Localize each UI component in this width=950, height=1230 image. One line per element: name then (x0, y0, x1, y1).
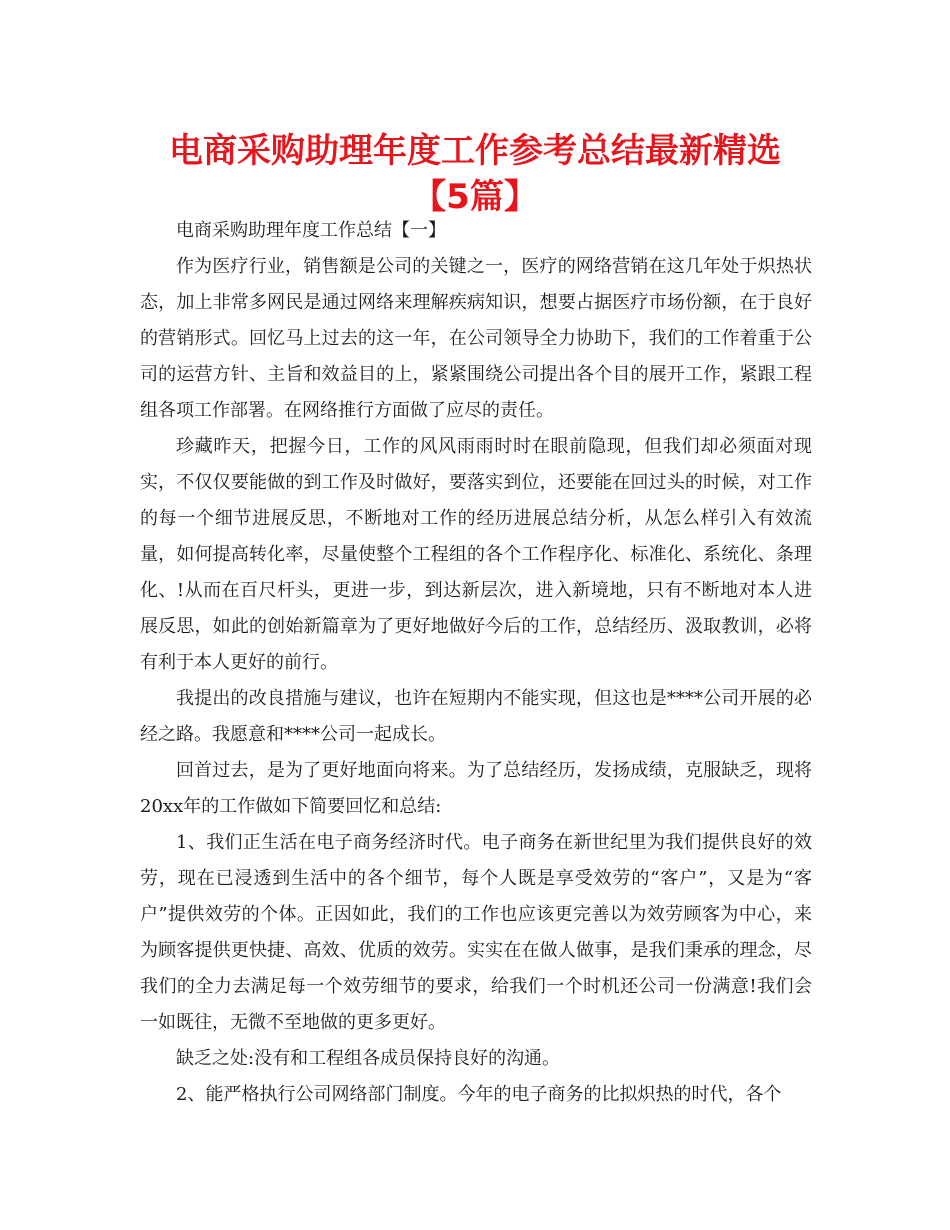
document-body (140, 213, 812, 1113)
paragraph: 珍藏昨天，把握今日，工作的风风雨雨时时在眼前隐现，但我们却必须面对现实，不仅仅要能做的到工作及时做好，要落实到位，还要能在回过头的时候，对工作的每一个细节进展反思，不断地对工作的经历进展总结分析，从怎么样引入有效流量，如何提高转化率，尽量使整个工程组的各个工作程序化、标准化、系统化、条理化、!从而在百尺杆头，更进一步，到达新层次，进入新境地，只有不断地对本人进展反思，如此的创始新篇章为了更好地做好今后的工作，总结经历、汲取教训，必将有利于本人更好的前行。 (140, 436, 812, 673)
paragraph: 1、我们正生活在电子商务经济时代。电子商务在新世纪里为我们提供良好的效劳，现在已浸透到生活中的各个细节，每个人既是享受效劳的“客户”，又是为“客户”提供效劳的个体。正因如此，我们的工作也应该更完善以为效劳顾客为中心，来为顾客提供更快捷、高效、优质的效劳。实实在在做人做事，是我们秉承的理念，尽我们的全力去满足每一个效劳细节的要求，给我们一个时机还公司一份满意!我们会一如既往，无微不至地做的更多更好。 (140, 832, 812, 1033)
paragraph: 我提出的改良措施与建议，也许在短期内不能实现，但这也是****公司开展的必经之路。我愿意和****公司一起成长。 (140, 688, 812, 745)
paragraph: 回首过去，是为了更好地面向将来。为了总结经历，发扬成绩，克服缺乏，现将20xx年的工作做如下简要回忆和总结: (140, 760, 812, 817)
section-heading: 电商采购助理年度工作总结【一】 (176, 220, 446, 241)
paragraph: 2、能严格执行公司网络部门制度。今年的电子商务的比拟炽热的时代，各个 (176, 1084, 782, 1105)
paragraph: 缺乏之处:没有和工程组各成员保持良好的沟通。 (176, 1048, 561, 1069)
document-title: 电商采购助理年度工作参考总结最新精选【5篇】 (169, 131, 781, 217)
paragraph: 作为医疗行业，销售额是公司的关键之一，医疗的网络营销在这几年处于炽热状态，加上非常多网民是通过网络来理解疾病知识，想要占据医疗市场份额，在于良好的营销形式。回忆马上过去的这一年，在公司领导全力协助下，我们的工作着重于公司的运营方针、主旨和效益目的上，紧紧围绕公司提出各个目的展开工作，紧跟工程组各项工作部署。在网络推行方面做了应尽的责任。 (140, 256, 812, 421)
